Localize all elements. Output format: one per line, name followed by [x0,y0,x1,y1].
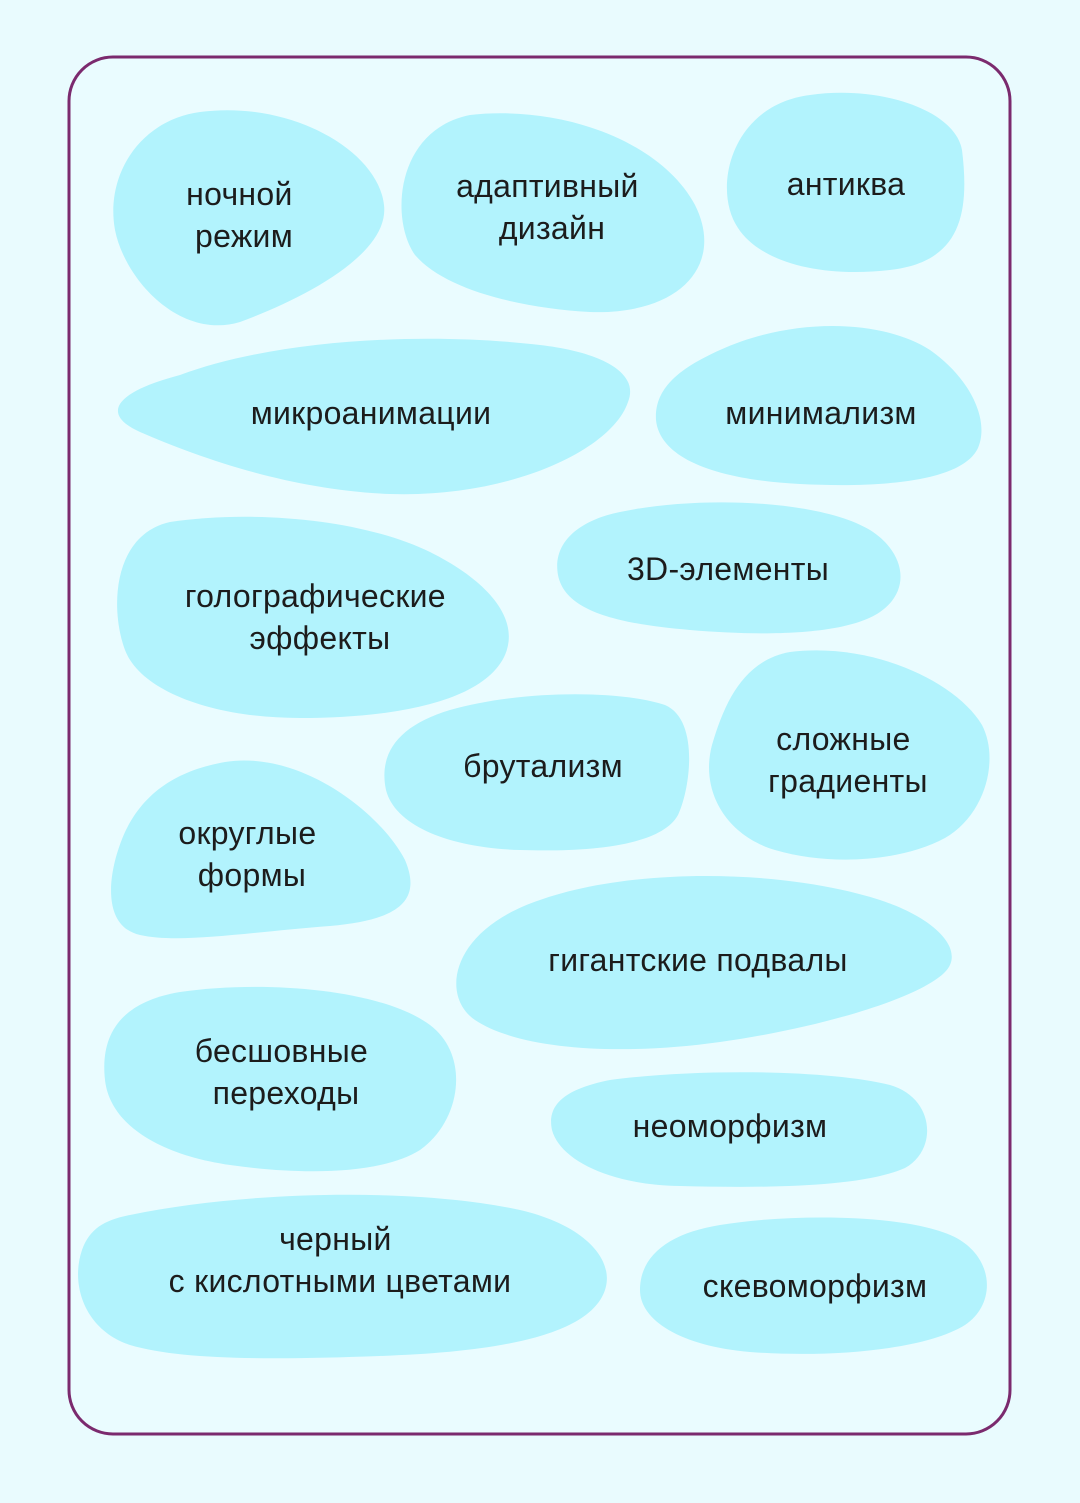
blob-neomorphism [551,1072,927,1187]
blob-label: скевоморфизм [702,1268,928,1304]
blob-label: ночной режим [186,176,294,254]
blob-antiqua [727,93,964,272]
blob-label: брутализм [463,748,623,784]
blob-label: черный с кислотными цветами [168,1221,512,1299]
blob-seamless-transitions [104,987,456,1171]
blob-label: минимализм [725,395,917,431]
blob-label: округлые формы [178,815,317,893]
blob-label: адаптивный дизайн [456,168,639,246]
blob-black-acid-colors [78,1195,607,1358]
blob-label: микроанимации [250,395,492,431]
blob-label: антиква [786,166,906,202]
blob-label: сложные градиенты [768,721,928,799]
blob-label: гигантские подвалы [548,942,848,978]
blob-skeuomorphism [640,1217,987,1353]
blob-3d-elements [557,502,900,633]
blob-label: 3D-элементы [626,551,830,587]
blob-label: голографические эффекты [184,578,446,656]
blob-brutalism [384,694,689,850]
blob-label: бесшовные переходы [194,1033,369,1111]
blob-label: неоморфизм [632,1108,828,1144]
